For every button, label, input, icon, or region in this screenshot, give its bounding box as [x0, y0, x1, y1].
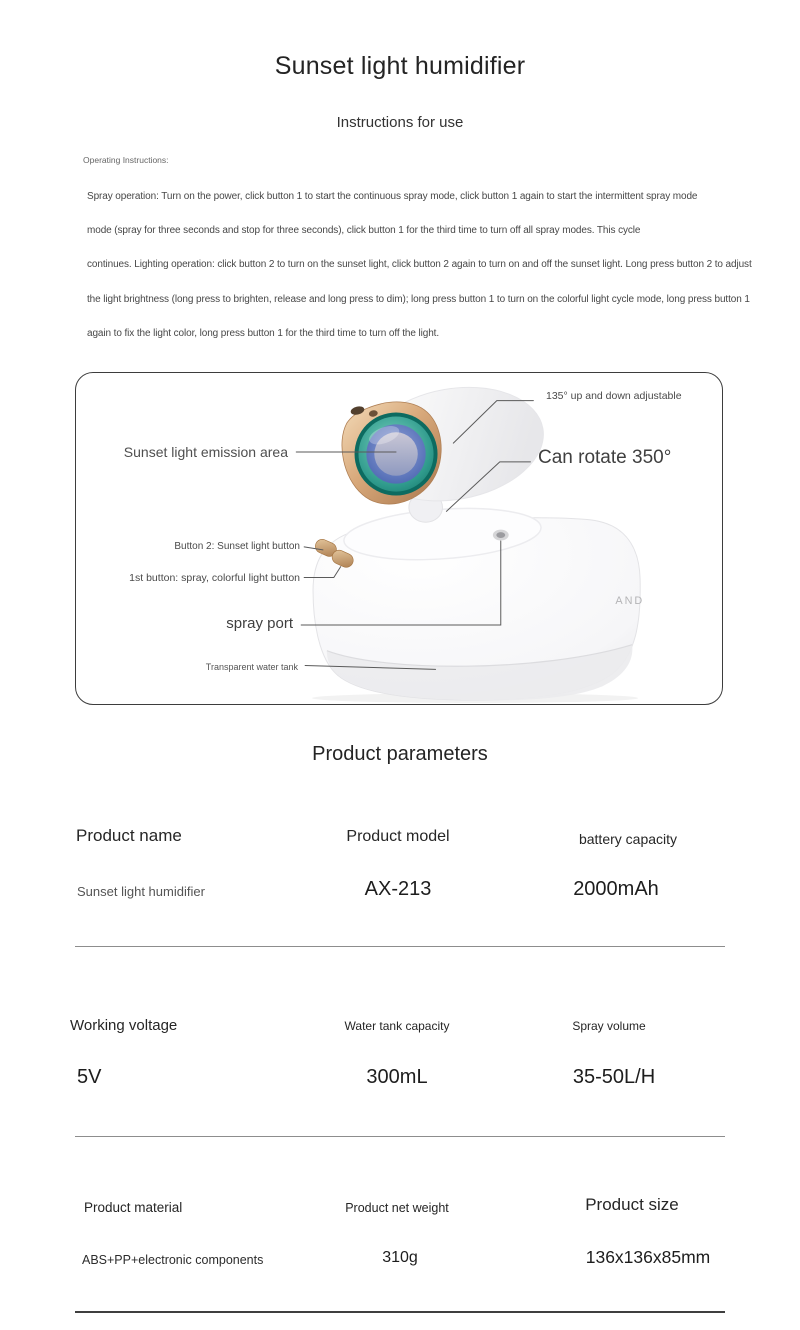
divider — [75, 1136, 725, 1137]
instruction-line: mode (spray for three seconds and stop for three seconds), click button 1 for the third time to turn off all spray modes. This cycle — [87, 225, 641, 236]
callout-spray-port-label: spray port — [226, 615, 293, 632]
param-label-battery-capacity: battery capacity — [578, 831, 678, 847]
param-label-product-model: Product model — [346, 828, 450, 845]
product-diagram — [75, 372, 723, 705]
parameters-heading: Product parameters — [312, 743, 488, 765]
instruction-line: continues. Lighting operation: click button 2 to turn on the sunset light, click button 2 again to turn on and off the sunset light. Long press button 2 to adjust — [87, 259, 752, 270]
callout-rotate-label: Can rotate 350° — [538, 447, 672, 468]
param-label-product-size: Product size — [585, 1195, 679, 1214]
param-label-spray-volume: Spray volume — [572, 1019, 646, 1033]
operating-instructions-heading: Operating Instructions: — [83, 155, 169, 165]
param-value-product-model: AX-213 — [364, 878, 432, 900]
body-brand-label: AND — [615, 595, 645, 608]
param-value-water-tank-capacity: 300mL — [366, 1066, 428, 1088]
humidifier-illustration — [76, 373, 722, 704]
spray-hole-inner — [496, 532, 505, 538]
param-value-spray-volume: 35-50L/H — [572, 1066, 656, 1088]
param-label-water-tank-capacity: Water tank capacity — [344, 1019, 450, 1033]
page-title: Sunset light humidifier — [274, 52, 526, 80]
divider — [75, 946, 725, 947]
callout-water-tank-label: Transparent water tank — [205, 662, 298, 672]
param-label-product-name: Product name — [76, 826, 182, 845]
instruction-line: again to fix the light color, long press button 1 for the third time to turn off the light. — [87, 328, 440, 339]
param-label-product-material: Product material — [84, 1200, 183, 1215]
page-subtitle: Instructions for use — [336, 114, 464, 131]
instruction-line: Spray operation: Turn on the power, click button 1 to start the continuous spray mode, click button 1 again to start the intermittent spray mode — [87, 191, 698, 202]
callout-button2-label: Button 2: Sunset light button — [174, 541, 300, 552]
callout-emission-label: Sunset light emission area — [123, 444, 288, 460]
param-value-product-name: Sunset light humidifier — [77, 884, 205, 899]
instruction-line: the light brightness (long press to brighten, release and long press to dim); long press button 1 to turn on the colorful light cycle mode, long press button 1 — [87, 294, 750, 305]
param-label-working-voltage: Working voltage — [70, 1017, 178, 1034]
param-value-product-net-weight: 310g — [382, 1249, 418, 1266]
param-value-battery-capacity: 2000mAh — [573, 878, 659, 900]
callout-adjustable-label: 135° up and down adjustable — [546, 390, 682, 402]
callout-button1-label: 1st button: spray, colorful light button — [129, 572, 300, 584]
param-value-product-size: 136x136x85mm — [585, 1247, 711, 1267]
divider — [75, 1311, 725, 1313]
param-value-product-material: ABS+PP+electronic components — [82, 1253, 264, 1267]
param-value-working-voltage: 5V — [77, 1066, 102, 1088]
param-label-product-net-weight: Product net weight — [345, 1201, 449, 1215]
